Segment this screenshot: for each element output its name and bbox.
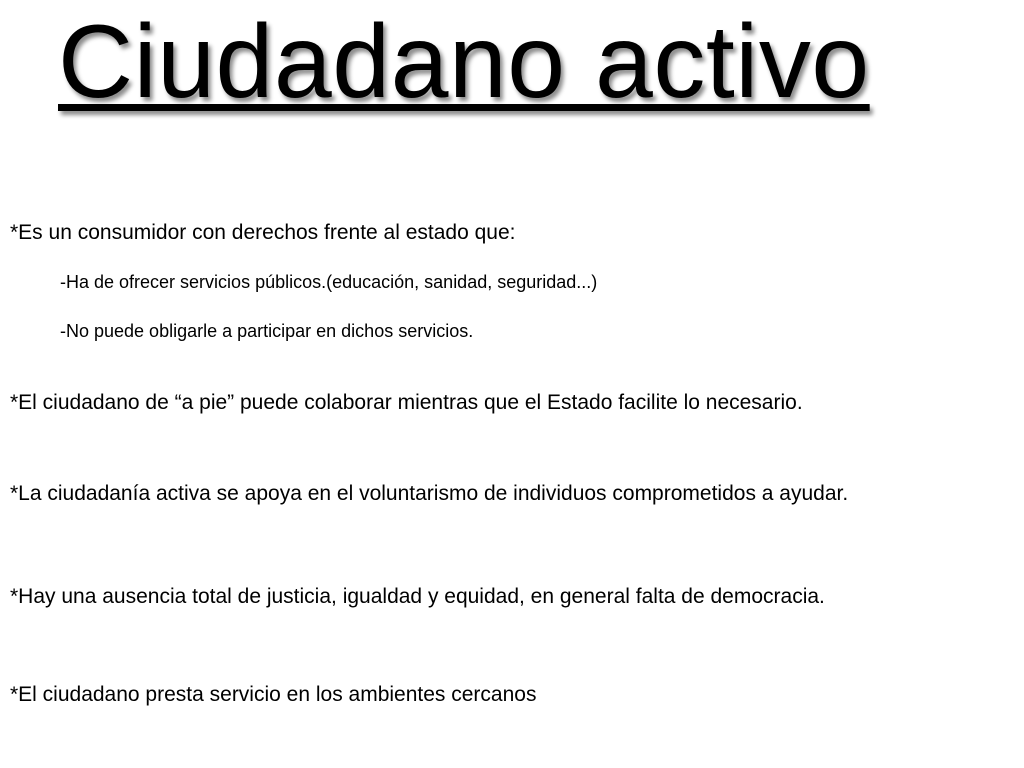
sub-bullet-servicios-publicos: -Ha de ofrecer servicios públicos.(educación, sanidad, seguridad...) bbox=[60, 272, 598, 292]
bullet-ausencia-justicia: *Hay una ausencia total de justicia, igualdad y equidad, en general falta de democracia. bbox=[10, 585, 825, 608]
bullet-ciudadano-a-pie: *El ciudadano de “a pie” puede colaborar mientras que el Estado facilite lo necesario. bbox=[10, 391, 803, 414]
bullet-voluntarismo: *La ciudadanía activa se apoya en el voluntarismo de individuos comprometidos a ayudar. bbox=[10, 482, 849, 505]
bullet-ambientes-cercanos: *El ciudadano presta servicio en los ambientes cercanos bbox=[10, 683, 537, 706]
slide-title: Ciudadano activo bbox=[58, 4, 870, 120]
sub-bullet-no-obligar: -No puede obligarle a participar en dichos servicios. bbox=[60, 321, 474, 341]
bullet-consumidor-derechos: *Es un consumidor con derechos frente al estado que: bbox=[10, 221, 516, 244]
